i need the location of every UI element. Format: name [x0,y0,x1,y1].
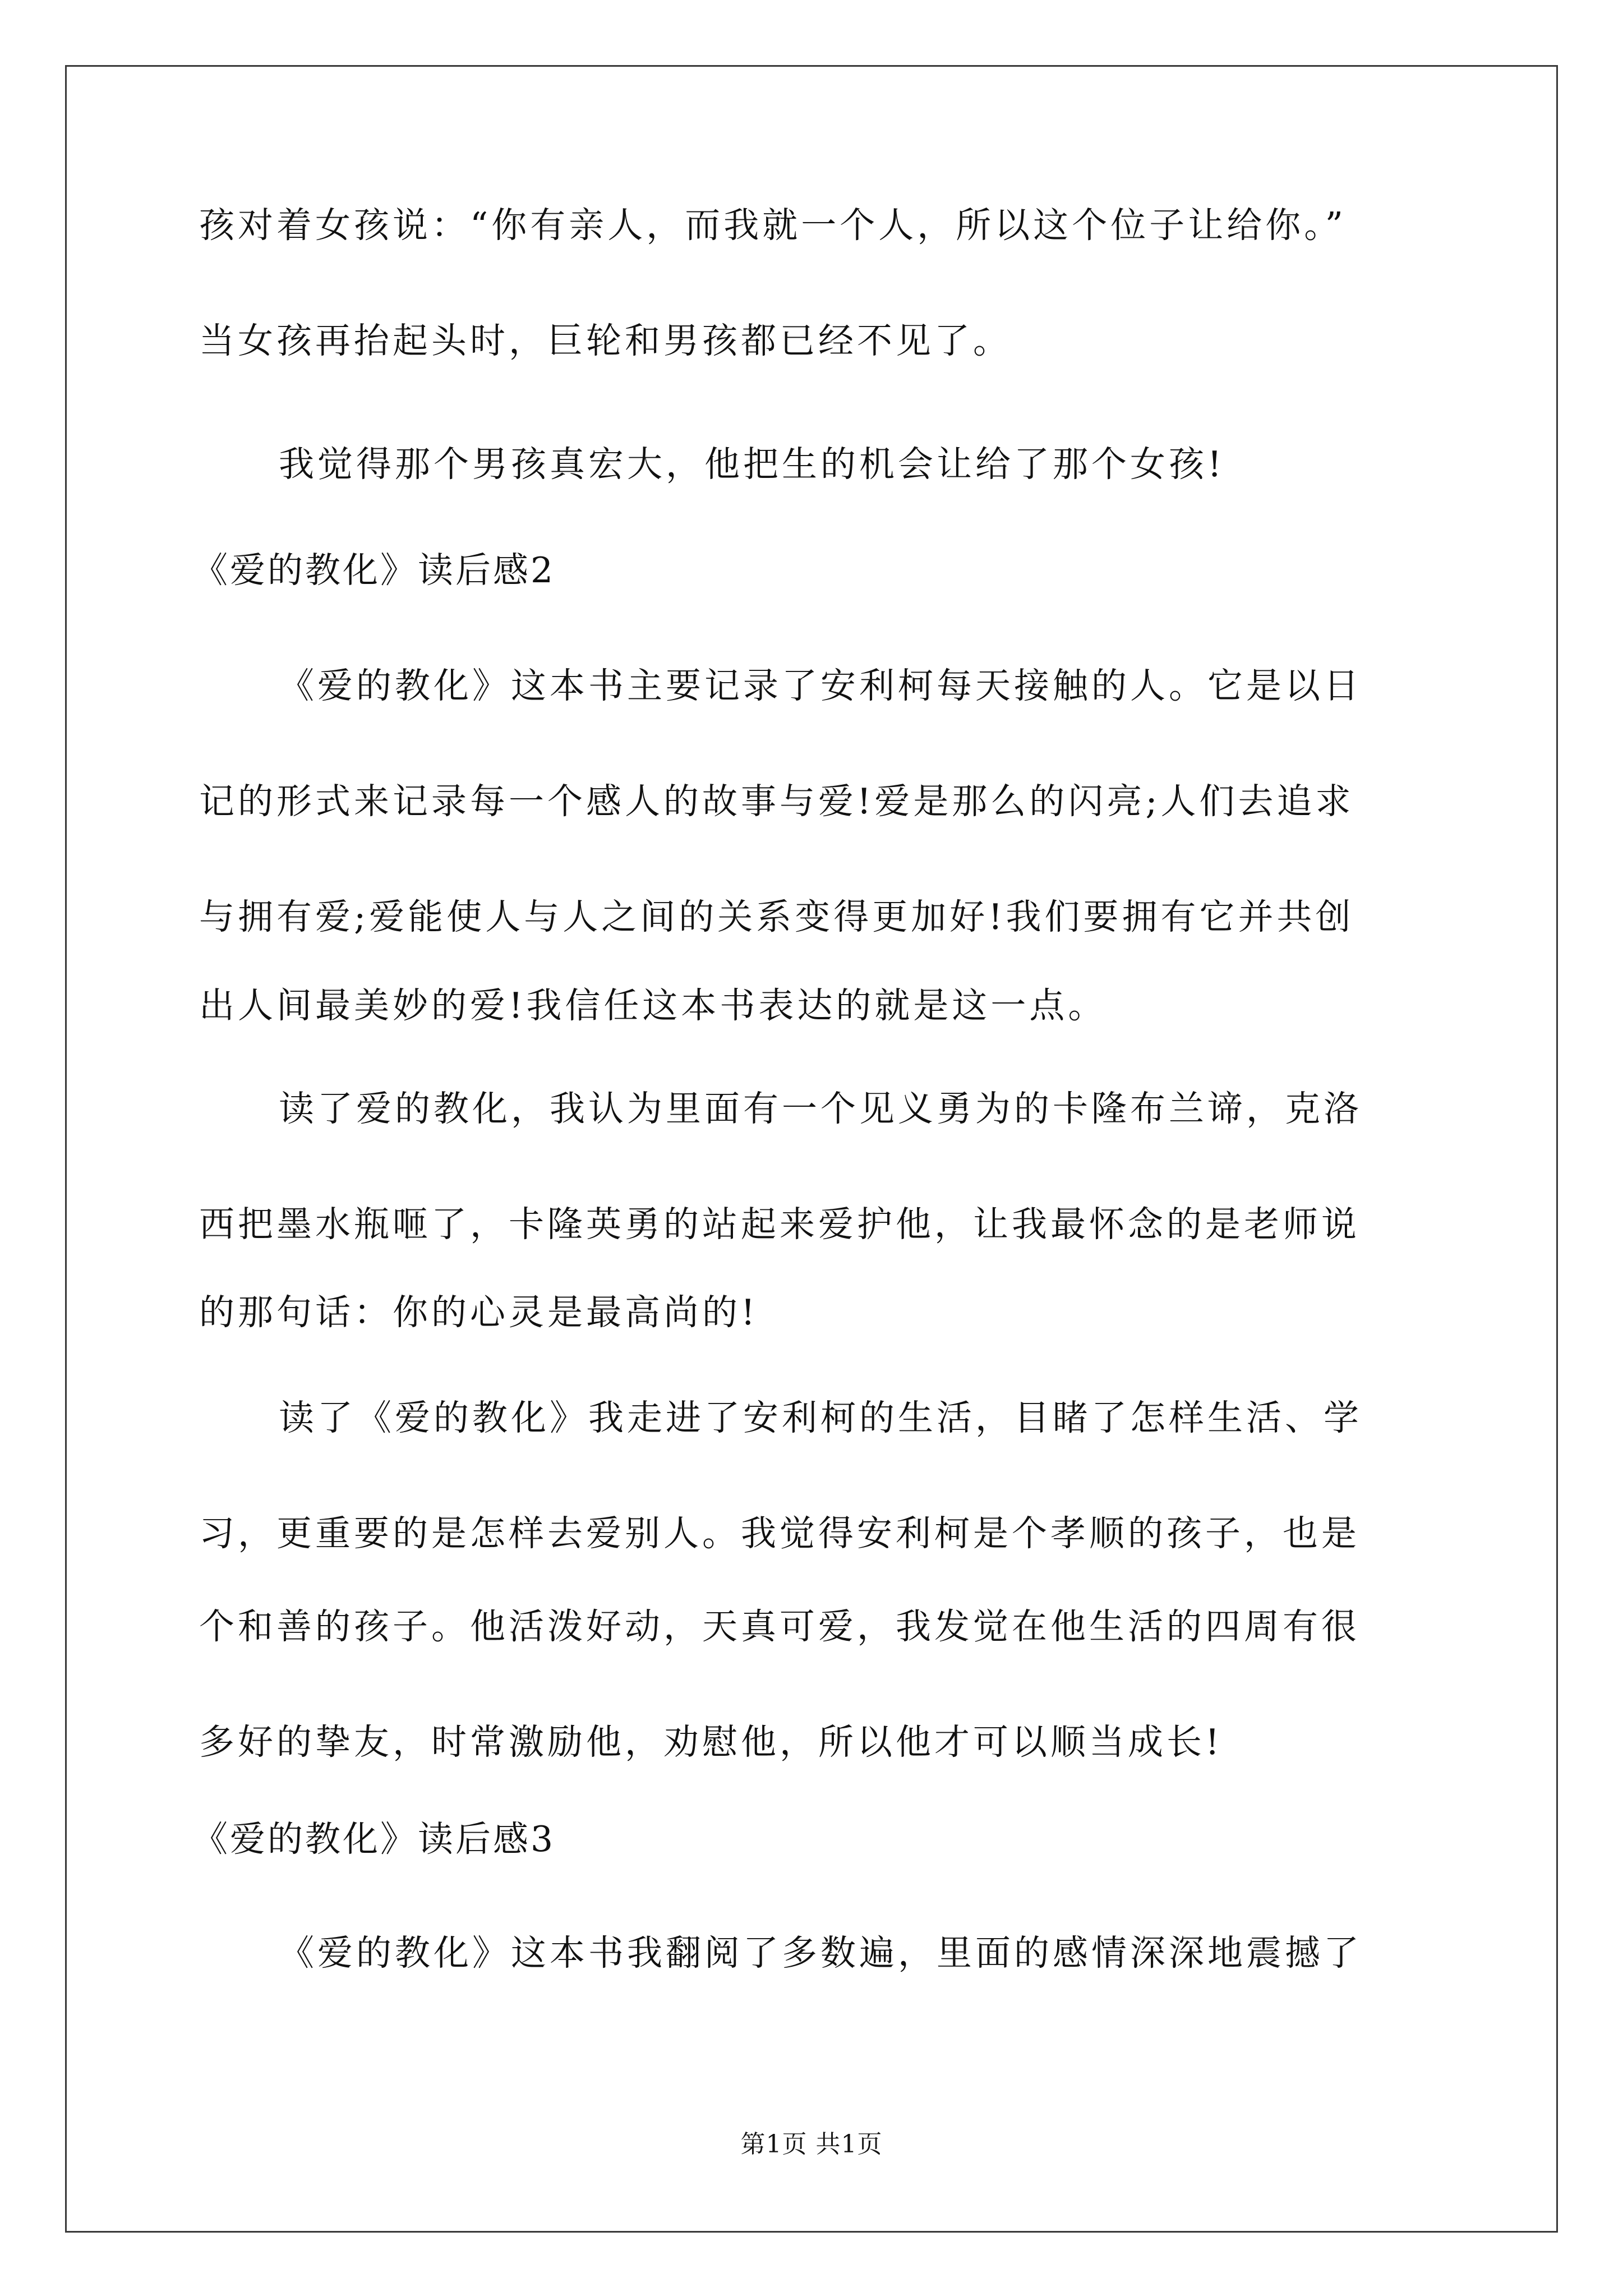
paragraph-line: 记的形式来记录每一个感人的故事与爱!爱是那么的闪亮;人们去追求 [199,781,1354,822]
paragraph-line: 读了爱的教化，我认为里面有一个见义勇为的卡隆布兰谛，克洛 [279,1088,1362,1129]
paragraph-line: 我觉得那个男孩真宏大，他把生的机会让给了那个女孩! [279,444,1225,485]
page-border [65,65,1558,2233]
section-heading: 《爱的教化》读后感2 [192,550,556,591]
paragraph-line: 当女孩再抬起头时，巨轮和男孩都已经不见了。 [199,320,1012,361]
paragraph-line: 多好的挚友，时常激励他，劝慰他，所以他才可以顺当成长! [199,1722,1223,1763]
paragraph-line: 西把墨水瓶咂了，卡隆英勇的站起来爱护他，让我最怀念的是老师说 [199,1204,1360,1245]
paragraph-line: 出人间最美妙的爱!我信任这本书表达的就是这一点。 [199,985,1107,1026]
page-footer: 第1页 共1页 [740,2130,883,2159]
paragraph-line: 与拥有爱;爱能使人与人之间的关系变得更加好!我们要拥有它并共创 [199,896,1354,937]
paragraph-line: 《爱的教化》这本书主要记录了安利柯每天接触的人。它是以日 [279,665,1362,706]
paragraph-line: 习，更重要的是怎样去爱别人。我觉得安利柯是个孝顺的孩子，也是 [199,1513,1360,1554]
section-heading: 《爱的教化》读后感3 [192,1819,556,1860]
paragraph-line: 孩对着女孩说：“你有亲人，而我就一个人，所以这个位子让给你。” [199,205,1347,246]
paragraph-line: 读了《爱的教化》我走进了安利柯的生活，目睹了怎样生活、学 [279,1397,1362,1438]
paragraph-line: 个和善的孩子。他活泼好动，天真可爱，我发觉在他生活的四周有很 [199,1606,1360,1647]
paragraph-line: 的那句话：你的心灵是最高尚的! [199,1292,759,1333]
paragraph-line: 《爱的教化》这本书我翻阅了多数遍，里面的感情深深地震撼了 [279,1932,1362,1973]
